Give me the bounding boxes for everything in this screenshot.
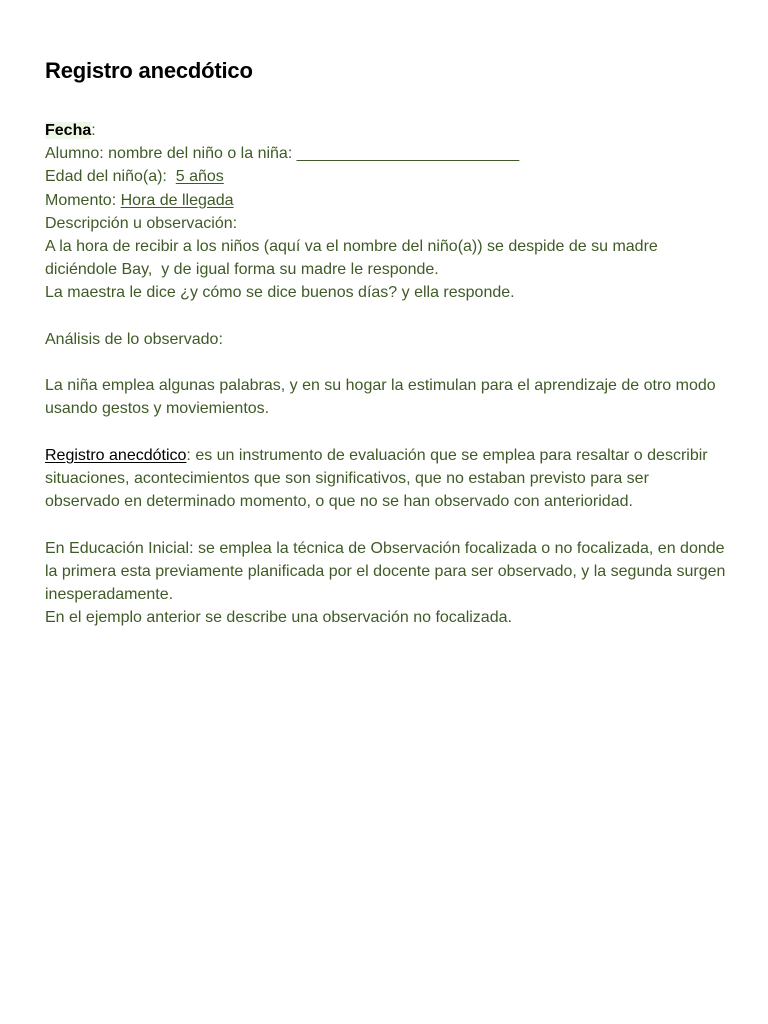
momento-value: Hora de llegada [120, 191, 234, 209]
inicial-paragraph: En Educación Inicial: se emplea la técnica de Observación focalizada o no focalizada, en donde la primera esta previamente planificada por el docente para ser observado, y la segunda surgen inesperadamente. [45, 539, 726, 603]
conclusion-paragraph: En el ejemplo anterior se describe una observación no focalizada. [45, 609, 512, 627]
observation-line-1: A la hora de recibir a los niños (aquí va el nombre del niño(a)) se despide de su madre [45, 238, 658, 256]
fecha-line [45, 119, 728, 142]
edad-value: 5 años [175, 168, 224, 186]
definition-term-link[interactable]: Registro anecdótico [45, 446, 187, 464]
spacer [45, 305, 728, 328]
descripcion-label: Descripción u observación: [45, 214, 238, 232]
analysis-label: Análisis de lo observado: [45, 330, 223, 348]
edad-line [45, 165, 728, 188]
fecha-label: Fecha [45, 122, 92, 139]
spacer [45, 421, 728, 444]
fecha-separator: : [91, 122, 96, 139]
alumno-line: Alumno: nombre del niño o la niña: _________________________ [45, 145, 520, 163]
edad-label: Edad del niño(a): [45, 168, 176, 186]
analysis-paragraph: La niña emplea algunas palabras, y en su hogar la estimulan para el aprendizaje de otro modo usando gestos y moviemientos. [45, 377, 716, 418]
momento-line [45, 189, 728, 212]
spacer [45, 513, 728, 536]
spacer [45, 351, 728, 374]
observation-line-3: La maestra le dice ¿y cómo se dice buenos días? y ella responde. [45, 284, 515, 302]
observation-line-2: diciéndole Bay, y de igual forma su madre le responde. [45, 261, 439, 279]
momento-label: Momento: [45, 191, 121, 209]
definition-text: : es un instrumento de evaluación que se emplea para resaltar o describir situaciones, acontecimientos que son significativos, que no estaban previsto para ser observado en determinado momento, o que no se han observado con anterioridad. [45, 446, 708, 511]
document-title: Registro anecdótico [45, 58, 253, 83]
definition-paragraph [45, 444, 728, 514]
document-body [45, 119, 728, 629]
